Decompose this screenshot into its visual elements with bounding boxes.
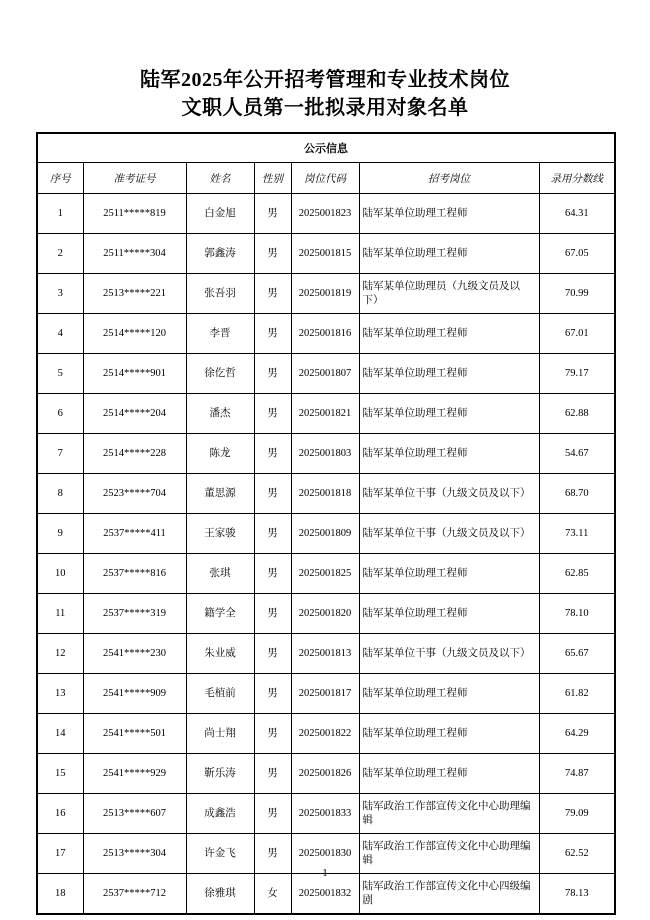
cell-gender: 男 xyxy=(254,354,291,394)
table-row xyxy=(37,714,615,754)
cell-position-code: 2025001817 xyxy=(291,674,359,714)
cell-position-code: 2025001833 xyxy=(291,794,359,834)
cell-score: 73.11 xyxy=(539,514,615,554)
cell-gender: 男 xyxy=(254,634,291,674)
cell-index: 8 xyxy=(37,474,83,514)
table-row xyxy=(37,874,615,915)
table-row xyxy=(37,674,615,714)
table-row xyxy=(37,594,615,634)
table-row xyxy=(37,234,615,274)
cell-index: 13 xyxy=(37,674,83,714)
cell-name: 毛植前 xyxy=(186,674,254,714)
cell-exam-id: 2541*****909 xyxy=(83,674,186,714)
cell-gender: 男 xyxy=(254,554,291,594)
page-number: 1 xyxy=(322,867,328,879)
cell-exam-id: 2541*****230 xyxy=(83,634,186,674)
cell-exam-id: 2514*****120 xyxy=(83,314,186,354)
cell-position: 陆军某单位助理工程师 xyxy=(359,314,539,354)
cell-position: 陆军某单位助理工程师 xyxy=(359,234,539,274)
cell-index: 15 xyxy=(37,754,83,794)
cell-position-code: 2025001803 xyxy=(291,434,359,474)
cell-gender: 男 xyxy=(254,754,291,794)
cell-gender: 男 xyxy=(254,274,291,314)
cell-position: 陆军某单位助理工程师 xyxy=(359,394,539,434)
cell-name: 靳乐涛 xyxy=(186,754,254,794)
table-row xyxy=(37,634,615,674)
cell-position-code: 2025001813 xyxy=(291,634,359,674)
column-header: 姓名 xyxy=(186,163,254,194)
cell-position: 陆军某单位助理工程师 xyxy=(359,594,539,634)
title-line-2: 文职人员第一批拟录用对象名单 xyxy=(181,97,469,119)
cell-index: 14 xyxy=(37,714,83,754)
cell-position: 陆军某单位干事（九级文员及以下） xyxy=(359,634,539,674)
table-section-row xyxy=(37,133,615,163)
cell-position: 陆军某单位助理工程师 xyxy=(359,354,539,394)
cell-score: 62.85 xyxy=(539,554,615,594)
cell-score: 61.82 xyxy=(539,674,615,714)
table-row xyxy=(37,554,615,594)
cell-exam-id: 2541*****929 xyxy=(83,754,186,794)
column-header: 招考岗位 xyxy=(359,163,539,194)
cell-exam-id: 2514*****228 xyxy=(83,434,186,474)
cell-score: 78.13 xyxy=(539,874,615,915)
table-body xyxy=(37,194,615,915)
cell-gender: 男 xyxy=(254,234,291,274)
cell-name: 潘杰 xyxy=(186,394,254,434)
table-header-row xyxy=(37,163,615,194)
cell-exam-id: 2514*****901 xyxy=(83,354,186,394)
cell-index: 12 xyxy=(37,634,83,674)
table-section-title: 公示信息 xyxy=(37,133,615,163)
cell-position-code: 2025001807 xyxy=(291,354,359,394)
table-row xyxy=(37,394,615,434)
cell-gender: 男 xyxy=(254,834,291,874)
cell-gender: 男 xyxy=(254,594,291,634)
table-row xyxy=(37,754,615,794)
cell-gender: 男 xyxy=(254,394,291,434)
cell-position-code: 2025001809 xyxy=(291,514,359,554)
cell-exam-id: 2513*****607 xyxy=(83,794,186,834)
cell-index: 3 xyxy=(37,274,83,314)
cell-score: 70.99 xyxy=(539,274,615,314)
cell-name: 朱业威 xyxy=(186,634,254,674)
cell-index: 1 xyxy=(37,194,83,234)
cell-score: 79.09 xyxy=(539,794,615,834)
page-title xyxy=(0,66,650,122)
cell-position: 陆军政治工作部宣传文化中心助理编辑 xyxy=(359,834,539,874)
cell-position-code: 2025001821 xyxy=(291,394,359,434)
cell-gender: 男 xyxy=(254,314,291,354)
cell-index: 17 xyxy=(37,834,83,874)
column-header: 岗位代码 xyxy=(291,163,359,194)
cell-gender: 男 xyxy=(254,714,291,754)
cell-name: 张吾羽 xyxy=(186,274,254,314)
table-row xyxy=(37,474,615,514)
cell-score: 74.87 xyxy=(539,754,615,794)
cell-score: 65.67 xyxy=(539,634,615,674)
cell-position-code: 2025001823 xyxy=(291,194,359,234)
table-row xyxy=(37,314,615,354)
table-row xyxy=(37,274,615,314)
cell-score: 62.88 xyxy=(539,394,615,434)
cell-gender: 男 xyxy=(254,194,291,234)
cell-position: 陆军某单位助理工程师 xyxy=(359,194,539,234)
cell-name: 徐雅琪 xyxy=(186,874,254,915)
cell-score: 68.70 xyxy=(539,474,615,514)
cell-position: 陆军政治工作部宣传文化中心助理编辑 xyxy=(359,794,539,834)
roster-table xyxy=(36,132,616,915)
cell-name: 许金飞 xyxy=(186,834,254,874)
cell-position-code: 2025001819 xyxy=(291,274,359,314)
cell-name: 白金旭 xyxy=(186,194,254,234)
cell-exam-id: 2511*****819 xyxy=(83,194,186,234)
table-row xyxy=(37,354,615,394)
cell-score: 67.05 xyxy=(539,234,615,274)
cell-index: 9 xyxy=(37,514,83,554)
title-line-1: 陆军2025年公开招考管理和专业技术岗位 xyxy=(140,69,510,91)
cell-name: 李晋 xyxy=(186,314,254,354)
table-row xyxy=(37,434,615,474)
cell-name: 郭鑫涛 xyxy=(186,234,254,274)
cell-name: 王家骏 xyxy=(186,514,254,554)
cell-gender: 男 xyxy=(254,794,291,834)
cell-exam-id: 2537*****319 xyxy=(83,594,186,634)
cell-index: 7 xyxy=(37,434,83,474)
cell-name: 成鑫浩 xyxy=(186,794,254,834)
cell-name: 尚士翔 xyxy=(186,714,254,754)
cell-index: 5 xyxy=(37,354,83,394)
cell-gender: 男 xyxy=(254,674,291,714)
cell-exam-id: 2523*****704 xyxy=(83,474,186,514)
table-row xyxy=(37,194,615,234)
cell-name: 陈龙 xyxy=(186,434,254,474)
cell-gender: 男 xyxy=(254,514,291,554)
cell-exam-id: 2541*****501 xyxy=(83,714,186,754)
cell-position-code: 2025001826 xyxy=(291,754,359,794)
cell-score: 64.31 xyxy=(539,194,615,234)
cell-score: 67.01 xyxy=(539,314,615,354)
cell-gender: 女 xyxy=(254,874,291,915)
cell-exam-id: 2537*****712 xyxy=(83,874,186,915)
cell-index: 2 xyxy=(37,234,83,274)
cell-gender: 男 xyxy=(254,474,291,514)
cell-exam-id: 2513*****304 xyxy=(83,834,186,874)
cell-name: 徐仡哲 xyxy=(186,354,254,394)
cell-name: 张琪 xyxy=(186,554,254,594)
cell-position-code: 2025001820 xyxy=(291,594,359,634)
cell-position: 陆军政治工作部宣传文化中心四级编剧 xyxy=(359,874,539,915)
cell-position-code: 2025001815 xyxy=(291,234,359,274)
cell-index: 18 xyxy=(37,874,83,915)
cell-score: 78.10 xyxy=(539,594,615,634)
cell-position: 陆军某单位干事（九级文员及以下） xyxy=(359,514,539,554)
cell-score: 64.29 xyxy=(539,714,615,754)
cell-position-code: 2025001832 xyxy=(291,874,359,915)
cell-position: 陆军某单位助理工程师 xyxy=(359,754,539,794)
cell-index: 16 xyxy=(37,794,83,834)
cell-position-code: 2025001818 xyxy=(291,474,359,514)
cell-score: 62.52 xyxy=(539,834,615,874)
cell-position: 陆军某单位助理工程师 xyxy=(359,674,539,714)
column-header: 性别 xyxy=(254,163,291,194)
column-header: 序号 xyxy=(37,163,83,194)
cell-exam-id: 2537*****411 xyxy=(83,514,186,554)
cell-position-code: 2025001816 xyxy=(291,314,359,354)
column-header: 录用分数线 xyxy=(539,163,615,194)
cell-index: 6 xyxy=(37,394,83,434)
table-row xyxy=(37,514,615,554)
cell-position: 陆军某单位助理工程师 xyxy=(359,714,539,754)
cell-position: 陆军某单位助理工程师 xyxy=(359,554,539,594)
cell-name: 董思源 xyxy=(186,474,254,514)
cell-score: 54.67 xyxy=(539,434,615,474)
cell-exam-id: 2511*****304 xyxy=(83,234,186,274)
cell-position-code: 2025001830 xyxy=(291,834,359,874)
cell-exam-id: 2514*****204 xyxy=(83,394,186,434)
cell-position: 陆军某单位助理员（九级文员及以下） xyxy=(359,274,539,314)
cell-exam-id: 2513*****221 xyxy=(83,274,186,314)
cell-position: 陆军某单位助理工程师 xyxy=(359,434,539,474)
cell-position: 陆军某单位干事（九级文员及以下） xyxy=(359,474,539,514)
cell-position-code: 2025001822 xyxy=(291,714,359,754)
cell-position-code: 2025001825 xyxy=(291,554,359,594)
cell-gender: 男 xyxy=(254,434,291,474)
table-row xyxy=(37,794,615,834)
cell-index: 4 xyxy=(37,314,83,354)
cell-index: 10 xyxy=(37,554,83,594)
cell-index: 11 xyxy=(37,594,83,634)
cell-exam-id: 2537*****816 xyxy=(83,554,186,594)
cell-score: 79.17 xyxy=(539,354,615,394)
column-header: 准考证号 xyxy=(83,163,186,194)
cell-name: 籍学全 xyxy=(186,594,254,634)
